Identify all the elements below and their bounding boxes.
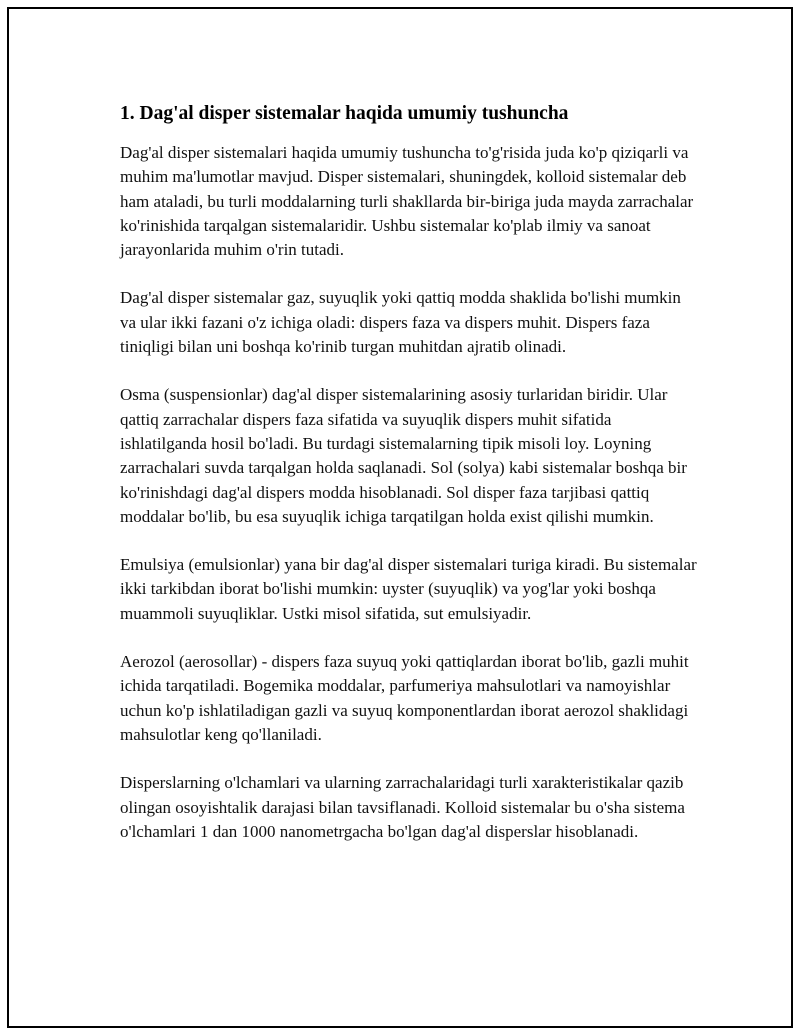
section-heading: 1. Dag'al disper sistemalar haqida umumiy tushuncha <box>120 103 569 124</box>
paragraph-phases: Dag'al disper sistemalar gaz, suyuqlik yoki qattiq modda shaklida bo'lishi mumkin va ular ikki fazani o'z ichiga oladi: dispers faza va dispers muhit. Dispers faza tiniqligi bilan uni boshqa ko'rinib turgan muhitdan ajratib olinadi. <box>120 288 681 357</box>
paragraph-intro: Dag'al disper sistemalari haqida umumiy tushuncha to'g'risida juda ko'p qiziqarli va muhim ma'lumotlar mavjud. Disper sistemalari, shuningdek, kolloid sistemalar deb ham ataladi, bu turli moddalarning turli shakllarda bir-biriga juda mayda zarrachalar ko'rinishida tarqalgan sistemalaridir. Ushbu sistemalar ko'plab ilmiy va sanoat jarayonlarida muhim o'rin tutadi. <box>120 143 694 260</box>
document-body <box>120 101 700 868</box>
paragraph-dimensions: Disperslarning o'lchamlari va ularning zarrachalaridagi turli xarakteristikalar qazib olingan osoyishtalik darajasi bilan tavsiflanadi. Kolloid sistemalar bu o'sha sistema o'lchamlari 1 dan 1000 nanometrgacha bo'lgan dag'al disperslar hisoblanadi. <box>120 773 685 841</box>
paragraph-aerosols: Aerozol (aerosollar) - dispers faza suyuq yoki qattiqlardan iborat bo'lib, gazli muhit ichida tarqatiladi. Bogemika moddalar, parfumeriya mahsulotlari va namoyishlar uchun ko'p ishlatiladigan gazli va suyuq komponentlardan iborat aerozol shaklidagi mahsulotlar keng qo'llaniladi. <box>120 652 689 744</box>
paragraph-suspensions: Osma (suspensionlar) dag'al disper sistemalarining asosiy turlaridan biridir. Ular qattiq zarrachalar dispers faza sifatida va suyuqlik dispers muhit sifatida ishlatilganda hosil bo'ladi. Bu turdagi sistemalarning tipik misoli loy. Loyning zarrachalari suvda tarqalgan holda saqlanadi. Sol (solya) kabi sistemalar boshqa bir ko'rinishdagi dag'al dispers modda hisoblanadi. Sol disper faza tarjibasi qattiq moddalar bo'lib, bu esa suyuqlik ichiga tarqatilgan holda exist qilishi mumkin. <box>120 385 687 526</box>
paragraph-emulsions: Emulsiya (emulsionlar) yana bir dag'al disper sistemalari turiga kiradi. Bu sistemalar ikki tarkibdan iborat bo'lishi mumkin: uyster (suyuqlik) va yog'lar yoki boshqa muammoli suyuqliklar. Ustki misol sifatida, sut emulsiyadir. <box>120 555 697 623</box>
document-page <box>7 7 793 1028</box>
